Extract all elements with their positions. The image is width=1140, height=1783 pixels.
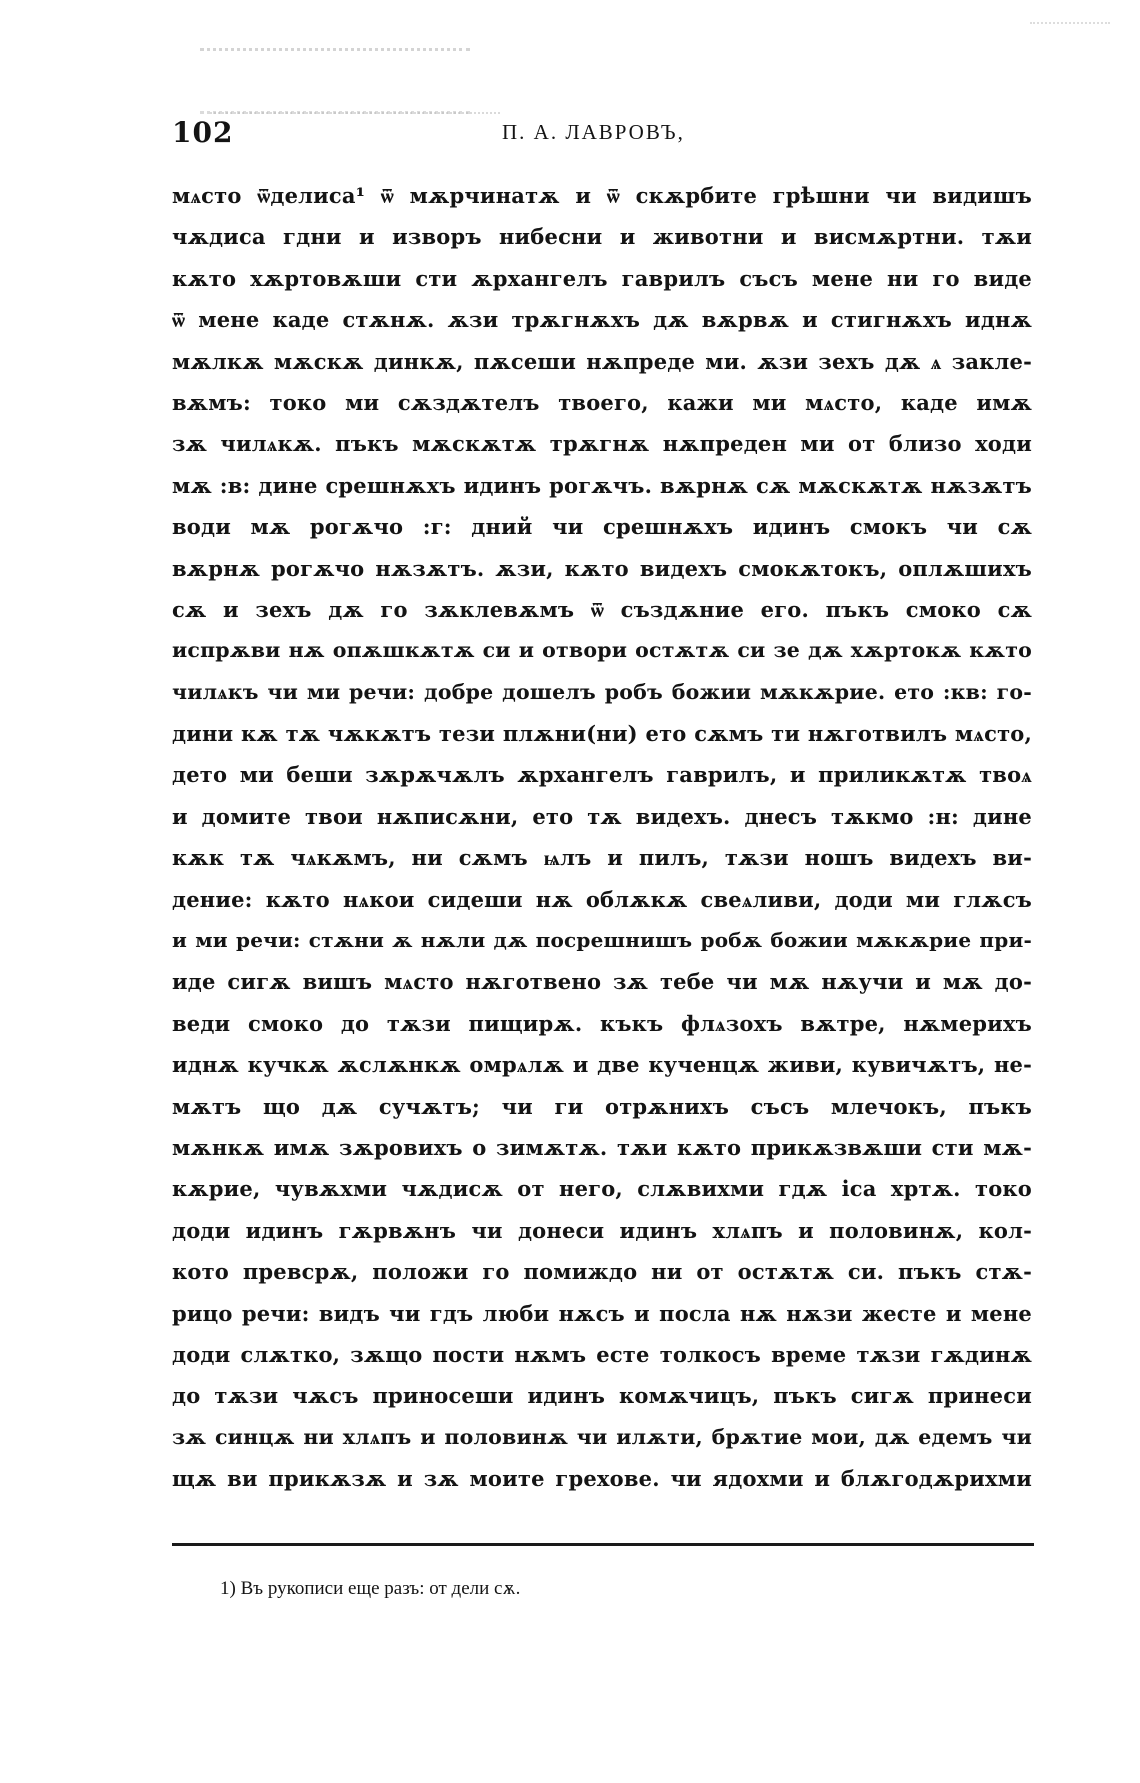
running-head-author: П. А. ЛАВРОВЪ, (502, 120, 685, 144)
text-line: води мѫ рогѫчо :г: дний чи срешнѫхъ идинъ смокъ чи сѫ (172, 514, 1032, 540)
text-line: дини кѫ тѫ чѫкѫтъ тези плѫни(ни) ето сѫмъ ти нѫготвилъ мѧсто, (172, 721, 1032, 747)
page-number: 102 (172, 116, 234, 149)
text-line: мѫ :в: дине срешнѫхъ идинъ рогѫчъ. вѫрнѫ сѫ мѫскѫтѫ нѫзѫтъ (172, 472, 1032, 498)
text-line: мѫнкѫ имѫ зѫровихъ о зимѫтѫ. тѫи кѫто прикѫзвѫши сти мѫ- (172, 1134, 1032, 1160)
text-line: мѧсто ѿделиса¹ ѿ мѫрчинатѫ и ѿ скѫрбите грѣшни чи видишъ (172, 183, 1032, 208)
text-line: вѫрнѫ рогѫчо нѫзѫтъ. ѫзи, кѫто видехъ смокѫтокъ, оплѫшихъ (172, 555, 1032, 581)
text-line: ѿ мене каде стѫнѫ. ѫзи трѫгнѫхъ дѫ вѫрвѫ и стигнѫхъ иднѫ (172, 307, 1032, 333)
text-line: и ми речи: стѫни ѫ нѫли дѫ посрешнишъ робѫ божии мѫкѫрие при- (172, 928, 1032, 953)
footnote-rule (172, 1543, 1034, 1546)
text-line: зѫ синцѫ ни хлѧпъ и половинѫ чи илѫти, брѫтие мои, дѫ едемъ чи (172, 1424, 1032, 1449)
text-line: чѫдиса гдни и изворъ нибесни и животни и висмѫртни. тѫи (172, 224, 1032, 250)
bleed-through-marks (1030, 22, 1110, 44)
text-line: кѫк тѫ чѧкѫмъ, ни сѫмъ ѩлъ и пилъ, тѫзи ношъ видехъ ви- (172, 845, 1032, 871)
body-text (172, 175, 1032, 1500)
text-line: до тѫзи чѫсъ приносеши идинъ комѫчицъ, пъкъ сигѫ принеси (172, 1383, 1032, 1409)
text-line: зѫ чилѧкѫ. пъкъ мѫскѫтѫ трѫгнѫ нѫпреден ми от близо ходи (172, 431, 1032, 457)
text-line: испрѫви нѫ опѫшкѫтѫ си и отвори остѫтѫ си зе дѫ хѫртокѫ кѫто (172, 638, 1032, 663)
text-line: доди идинъ гѫрвѫнъ чи донеси идинъ хлѧпъ и половинѫ, кол- (172, 1217, 1032, 1243)
text-line: щѫ ви прикѫзѫ и зѫ моите грехове. чи ядохми и блѫгодѫрихми (172, 1466, 1032, 1492)
text-line: кото превсрѫ, положи го помиждо ни от остѫтѫ си. пъкъ стѫ- (172, 1259, 1032, 1285)
text-line: кѫто хѫртовѫши сти ѫрхангелъ гаврилъ съсъ мене ни го виде (172, 265, 1032, 291)
footnote: 1) Въ рукописи еще разъ: от дели сѫ. (220, 1578, 521, 1599)
bleed-through-marks (200, 48, 470, 114)
running-head (172, 116, 1032, 152)
text-line: кѫрие, чувѫхми чѫдисѫ от него, слѫвихми гдѫ іса хртѫ. токо (172, 1176, 1032, 1202)
text-line: сѫ и зехъ дѫ го зѫклевѫмъ ѿ създѫние его. пъкъ смоко сѫ (172, 596, 1032, 622)
text-line: и домите твои нѫписѫни, ето тѫ видехъ. днесъ тѫкмо :н: дине (172, 803, 1032, 829)
text-line: чилѧкъ чи ми речи: добре дошелъ робъ божии мѫкѫрие. ето :кв: го- (172, 679, 1032, 704)
text-line: доди слѫтко, зѫщо пости нѫмъ есте толкосъ време тѫзи гѫдинѫ (172, 1341, 1032, 1367)
text-line: мѫтъ що дѫ сучѫтъ; чи ги отрѫнихъ съсъ млечокъ, пъкъ (172, 1093, 1032, 1119)
text-line: иднѫ кучкѫ ѫслѫнкѫ омрѧлѫ и две кученцѫ живи, кувичѫтъ, не- (172, 1052, 1032, 1078)
text-line: иде сигѫ вишъ мѧсто нѫготвено зѫ тебе чи мѫ нѫучи и мѫ до- (172, 969, 1032, 995)
text-line: дето ми беши зѫрѫчѫлъ ѫрхангелъ гаврилъ, и приликѫтѫ твоѧ (172, 762, 1032, 788)
text-line: рицо речи: видъ чи гдъ люби нѫсъ и посла нѫ нѫзи жесте и мене (172, 1300, 1032, 1326)
text-line: веди смоко до тѫзи пищирѫ. къкъ флѧзохъ вѫтре, нѫмерихъ (172, 1010, 1032, 1036)
text-line: вѫмъ: токо ми сѫздѫтелъ твоего, кажи ми мѧсто, каде имѫ (172, 389, 1032, 415)
text-line: дение: кѫто нѧкои сидеши нѫ облѫкѫ свеѧливи, доди ми глѫсъ (172, 886, 1032, 912)
text-line: мѫлкѫ мѫскѫ динкѫ, пѫсеши нѫпреде ми. ѫзи зехъ дѫ ѧ заклe- (172, 348, 1032, 374)
